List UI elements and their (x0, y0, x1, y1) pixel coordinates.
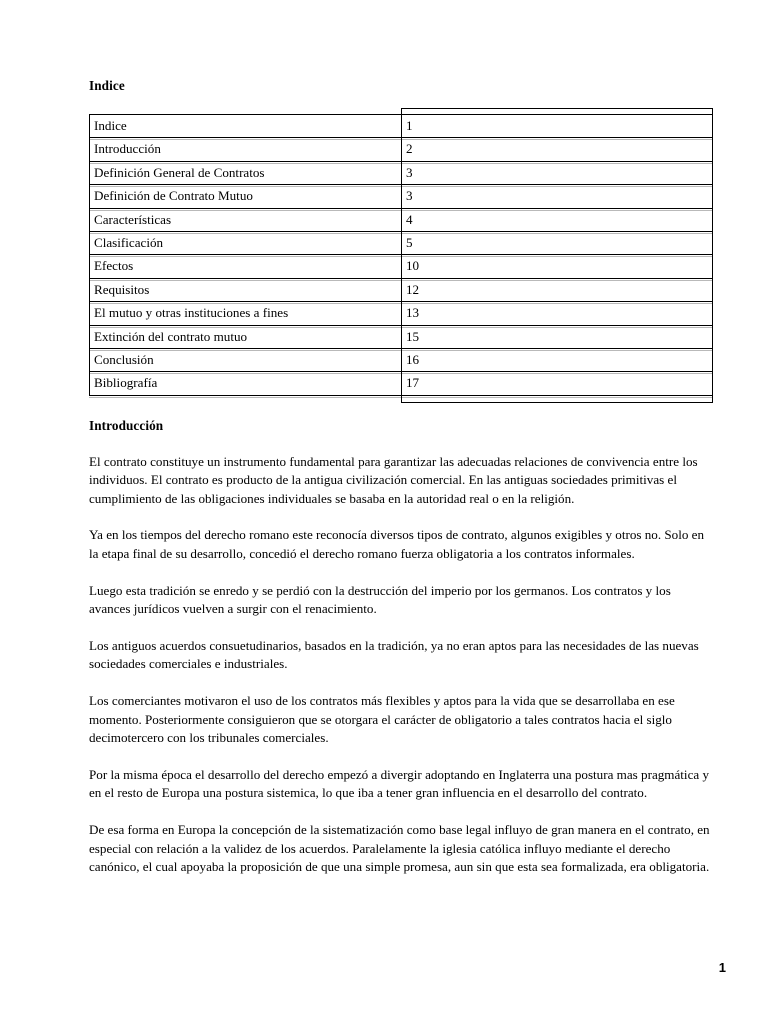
toc-row (89, 208, 713, 232)
toc-entry-page: 12 (401, 278, 713, 302)
toc-row (89, 301, 713, 325)
toc-entry-title: Introducción (89, 137, 402, 161)
toc-entry-title: Extinción del contrato mutuo (89, 325, 402, 349)
body-paragraph: Los antiguos acuerdos consuetudinarios, basados en la tradición, ya no eran aptos para las necesidades de las nuevas sociedades comerciales e industriales. (89, 637, 699, 672)
introduction-section (89, 418, 714, 877)
toc-entry-title: Indice (89, 114, 402, 138)
toc-entry-page: 1 (401, 114, 713, 138)
toc-row (89, 184, 713, 208)
toc-row (89, 254, 713, 278)
toc-entry-page: 15 (401, 325, 713, 349)
toc-entry-page: 16 (401, 348, 713, 372)
index-heading: Indice (89, 78, 125, 93)
body-paragraph: Ya en los tiempos del derecho romano este reconocía diversos tipos de contrato, algunos exigibles y otros no. Solo en la etapa final de su desarrollo, concedió el derecho romano fuerza obligatoria a los contratos informales. (89, 527, 705, 562)
toc-entry-title: Bibliografía (89, 371, 402, 395)
toc-row (89, 231, 713, 255)
toc-row (89, 371, 713, 395)
body-paragraph: Por la misma época el desarrollo del derecho empezó a divergir adoptando en Inglaterra una postura mas pragmática y en el resto de Europa una postura sistemica, lo que iba a tener gran influencia en el desarrollo del contrato. (89, 766, 710, 801)
toc-entry-title: El mutuo y otras instituciones a fines (89, 301, 402, 325)
toc-entry-title: Conclusión (89, 348, 402, 372)
page-content (89, 78, 714, 877)
heading-spacer (89, 433, 714, 453)
toc-entry-page: 5 (401, 231, 713, 255)
body-paragraph: Luego esta tradición se enredo y se perdió con la destrucción del imperio por los germanos. Los contratos y los avances jurídicos vuelven a surgir con el renacimiento. (89, 582, 671, 617)
body-paragraph: Los comerciantes motivaron el uso de los contratos más flexibles y aptos para la vida que se desarrollaba en ese momento. Posteriormente consiguieron que se otorgara el carácter de obligatorio a tales contratos hacia el siglo decimotercero con los tribunales comerciales. (89, 693, 675, 746)
toc-entry-page: 4 (401, 208, 713, 232)
body-paragraph: El contrato constituye un instrumento fundamental para garantizar las adecuadas relaciones de convivencia entre los individuos. El contrato es producto de la antigua civilización comercial. En las antiguas sociedades primitivas el cumplimiento de las obligaciones individuales se basaba en la autoridad real o en la religión. (89, 453, 698, 506)
toc-entry-title: Clasificación (89, 231, 402, 255)
introduction-paragraphs (89, 453, 714, 877)
toc-entry-title: Definición General de Contratos (89, 161, 402, 185)
toc-bottom-rule-overhang (401, 396, 713, 403)
toc-entry-page: 3 (401, 161, 713, 185)
toc-entry-page: 3 (401, 184, 713, 208)
table-of-contents (89, 114, 713, 396)
toc-row (89, 137, 713, 161)
toc-entry-page: 10 (401, 254, 713, 278)
page-number: 1 (718, 960, 726, 975)
toc-entry-title: Características (89, 208, 402, 232)
toc-entry-page: 17 (401, 371, 713, 395)
toc-entry-title: Requisitos (89, 278, 402, 302)
toc-row (89, 161, 713, 185)
body-paragraph: De esa forma en Europa la concepción de la sistematización como base legal influyo de gran manera en el contrato, en especial con relación a la validez de los acuerdos. Paralelamente la iglesia católica influyo mediante el derecho canónico, el cual apoyaba la proposición de que una simple promesa, aun sin que esta sea formalizada, era obligatoria. (89, 822, 710, 875)
toc-row (89, 278, 713, 302)
toc-rows (89, 114, 713, 396)
toc-entry-page: 13 (401, 301, 713, 325)
toc-row (89, 325, 713, 349)
introduction-heading: Introducción (89, 417, 164, 433)
toc-row (89, 348, 713, 372)
toc-entry-title: Efectos (89, 254, 402, 278)
toc-entry-title: Definición de Contrato Mutuo (89, 184, 402, 208)
toc-row (89, 114, 713, 138)
toc-entry-page: 2 (401, 137, 713, 161)
